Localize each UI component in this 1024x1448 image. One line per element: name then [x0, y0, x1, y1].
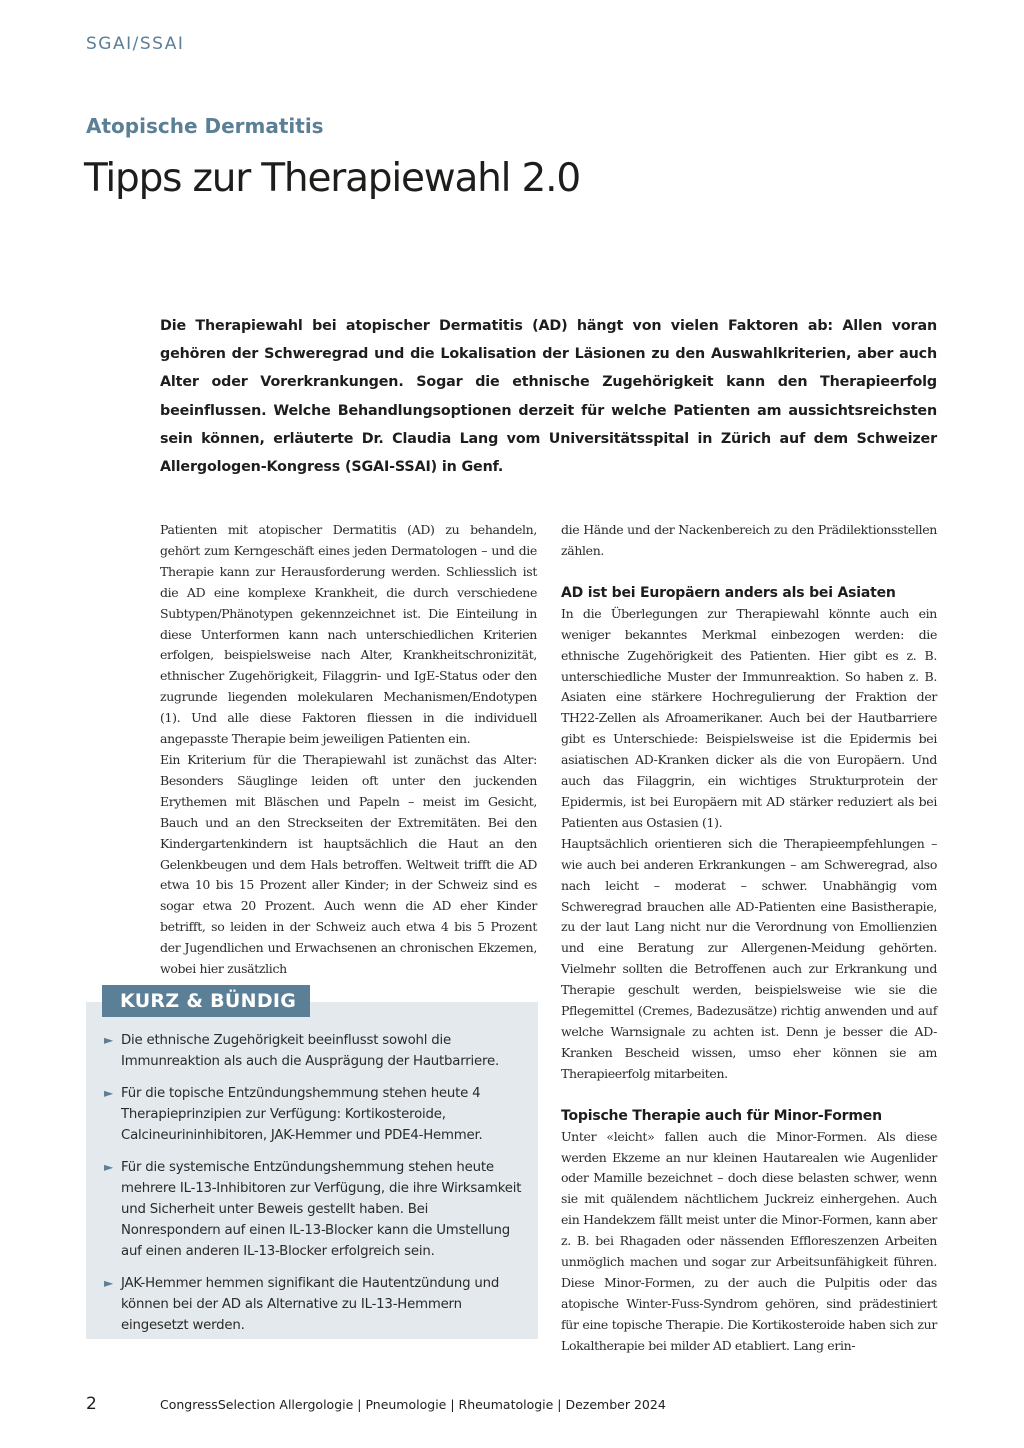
article-kicker: Atopische Dermatitis	[86, 114, 324, 138]
summary-box-title: KURZ & BÜNDIG	[102, 985, 310, 1017]
article-lead: Die Therapiewahl bei atopischer Dermatitis (AD) hängt von vielen Faktoren ab: Allen voran gehören der Schweregrad und die Lokalisation der Läsionen zu den Auswahlkriterien, aber auch Alter oder Vorerkrankungen. Sogar die ethnische Zugehörigkeit kann den Therapieerfolg beeinflussen. Welche Behandlungsoptionen derzeit für welche Patienten am aussichtsreichsten sein können, erläuterte Dr. Claudia Lang vom Universitätsspital in Zürich auf dem Schweizer Allergologen-Kongress (SGAI-SSAI) in Genf.	[160, 318, 937, 476]
subheading-ethnicity: AD ist bei Europäern anders als bei Asiaten	[561, 584, 896, 601]
footer-publication: CongressSelection Allergologie | Pneumologie | Rheumatologie | Dezember 2024	[160, 1397, 666, 1412]
triangle-bullet-icon: ►	[104, 1160, 114, 1174]
summary-item: ► Für die topische Entzündungshemmung stehen heute 4 Therapieprinzipien zur Verfügung: Kortikosteroide, Calcineurininhibitoren, JAK-Hemmer und PDE4-Hemmer.	[104, 1083, 524, 1146]
body-column-right	[561, 520, 937, 1357]
subheading-topical-therapy: Topische Therapie auch für Minor-Formen	[561, 1107, 882, 1124]
body-column-left	[160, 520, 537, 980]
article-title: Tipps zur Therapiewahl 2.0	[84, 156, 580, 201]
page-number: 2	[86, 1394, 97, 1414]
triangle-bullet-icon: ►	[104, 1033, 114, 1047]
summary-item: ► Die ethnische Zugehörigkeit beeinflusst sowohl die Immunreaktion als auch die Ausprägung der Hautbarriere.	[104, 1030, 524, 1072]
body-paragraph: In die Überlegungen zur Therapiewahl könnte auch ein weniger bekanntes Merkmal einbezogen werden: die ethnische Zugehörigkeit des Patienten. Hier gibt es z. B. unterschiedliche Muster der Immunreaktion. So haben z. B. Asiaten eine stärkere Hochregulierung der Fraktion der TH22-Zellen als Afroamerikaner. Auch bei der Hautbarriere gibt es Unterschiede: Beispielsweise ist die Epidermis bei asiatischen AD-Kranken dicker als die von Europäern. Und auch das Filaggrin, ein wichtiges Strukturprotein der Epidermis, ist bei Europäern mit AD stärker reduziert als bei Patienten aus Ostasien (1).	[561, 605, 937, 830]
body-paragraph: Hauptsächlich orientieren sich die Therapieempfehlungen – wie auch bei anderen Erkrankungen – am Schweregrad, also nach leicht – moderat – schwer. Unabhängig vom Schweregrad brauchen alle AD-Patienten eine Basistherapie, zu der laut Lang nicht nur die Verordnung von Emollienzien und eine Beratung zur Allergenen-Meidung gehörten. Vielmehr sollten die Betroffenen auch zur Erkrankung und Therapie geschult werden, beispielsweise wie sie die Pflegemittel (Cremes, Badezusätze) richtig anwenden und auf welche Warnsignale zu achten ist. Denn je besser die AD-Kranken Bescheid wissen, umso eher können sie am Therapieerfolg mitarbeiten.	[561, 835, 937, 1081]
body-paragraph: die Hände und der Nackenbereich zu den Prädilektionsstellen zählen.	[561, 522, 937, 558]
summary-box	[86, 1002, 538, 1339]
body-paragraph: Ein Kriterium für die Therapiewahl ist zunächst das Alter: Besonders Säuglinge leiden oft unter den juckenden Erythemen mit Bläschen und Papeln – meist im Gesicht, Bauch und an den Streckseiten der Extremitäten. Bei den Kindergartenkindern ist hauptsächlich die Haut an den Gelenkbeugen und dem Hals betroffen. Weltweit trifft die AD etwa 10 bis 15 Prozent aller Kinder; in der Schweiz sind es sogar etwa 20 Prozent. Auch wenn die AD eher Kinder betrifft, so leiden in der Schweiz auch etwa 4 bis 5 Prozent der Jugendlichen und Erwachsenen an chronischen Ekzemen, wobei hier zusätzlich	[160, 751, 537, 977]
section-label: SGAI/SSAI	[86, 34, 185, 54]
summary-item: ► Für die systemische Entzündungshemmung stehen heute mehrere IL-13-Inhibitoren zur Verfügung, die ihre Wirksamkeit und Sicherheit unter Beweis gestellt haben. Bei Nonrespondern auf einen IL-13-Blocker kann die Umstellung auf einen anderen IL-13-Blocker erfolgreich sein.	[104, 1157, 524, 1262]
triangle-bullet-icon: ►	[104, 1086, 114, 1100]
triangle-bullet-icon: ►	[104, 1276, 114, 1290]
body-paragraph: Patienten mit atopischer Dermatitis (AD) zu behandeln, gehört zum Kerngeschäft eines jeden Dermatologen – und die Therapie kann zur Herausforderung werden. Schliesslich ist die AD eine komplexe Krankheit, die durch verschiedene Subtypen/Phänotypen gekennzeichnet ist. Die Einteilung in diese Unterformen kann nach unterschiedlichen Kriterien erfolgen, beispielsweise nach Alter, Krankheitschronizität, ethnischer Zugehörigkeit, Filaggrin- und IgE-Status oder den zugrunde liegenden molekularen Mechanismen/Endotypen (1). Und alle diese Faktoren fliessen in die individuell angepasste Therapie beim jeweiligen Patienten ein.	[160, 522, 537, 747]
summary-list	[104, 1030, 524, 1347]
body-paragraph: Unter «leicht» fallen auch die Minor-Formen. Als diese werden Ekzeme an nur kleinen Hautarealen wie Augenlider oder Mamille bezeichnet – doch diese belasten schwer, wenn sie mit quälendem nächtlichem Juckreiz einhergehen. Auch ein Handekzem fällt meist unter die Minor-Formen, kann aber z. B. bei Rhagaden oder nässenden Effloreszenzen Arbeiten unmöglich machen und sogar zur Arbeitsunfähigkeit führen. Diese Minor-Formen, zu der auch die Pulpitis oder das atopische Winter-Fuss-Syndrom gehören, sind prädestiniert für eine topische Therapie. Die Kortikosteroide haben sich zur Lokaltherapie bei milder AD etabliert. Lang erin-	[561, 1128, 937, 1353]
summary-item: ► JAK-Hemmer hemmen signifikant die Hautentzündung und können bei der AD als Alternative zu IL-13-Hemmern eingesetzt werden.	[104, 1273, 524, 1336]
